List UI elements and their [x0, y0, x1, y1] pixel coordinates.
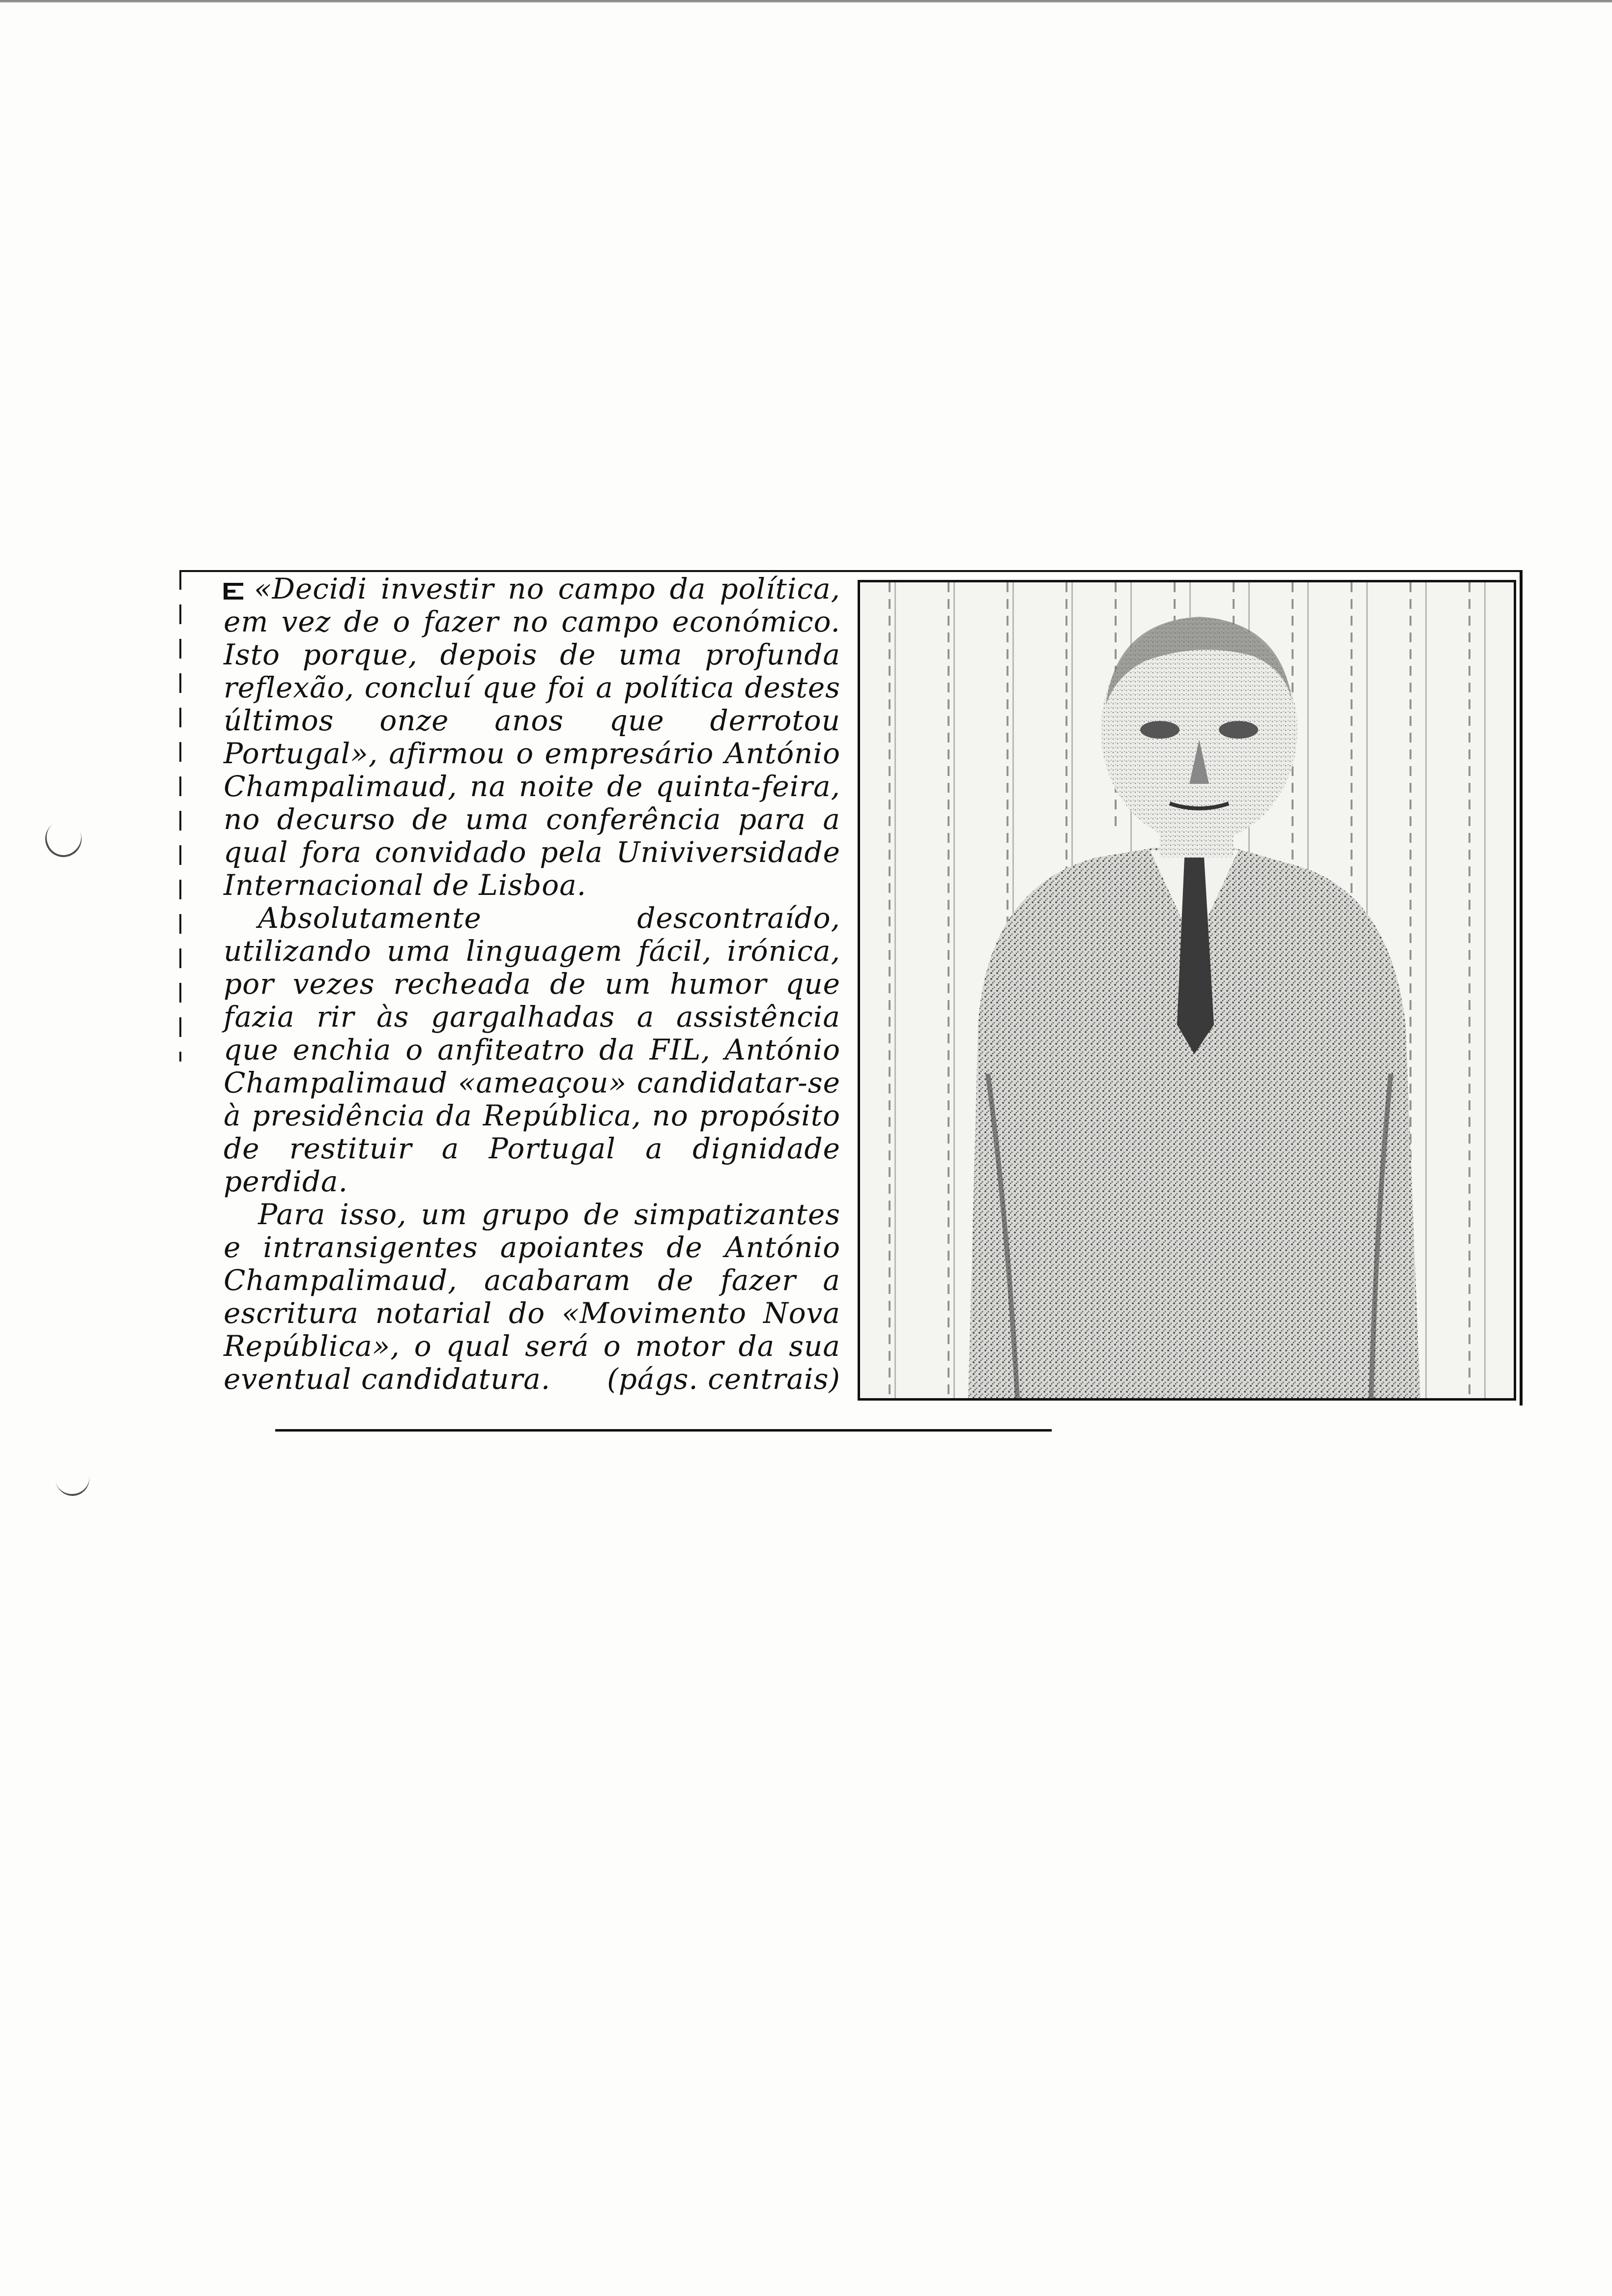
portrait-photo	[858, 580, 1516, 1401]
clipping-left-border	[179, 570, 181, 1062]
article-paragraph	[224, 573, 840, 902]
punch-hole-mark	[38, 814, 88, 863]
punch-hole-mark	[52, 1457, 92, 1498]
clipping-bottom-rule	[275, 1429, 1052, 1432]
section-marker-icon	[224, 583, 243, 600]
clipping-right-border	[1520, 570, 1523, 1406]
paragraph-text: Absolutamente descontraído, utilizando uma linguagem fácil, irónica, por vezes recheada de um humor que fazia rir às gargalhadas a assistência que enchia o anfiteatro da FIL, António Champalimaud «ameaçou» candidatar-se à presidência da República, no propósito de restituir a Portugal a dignidade perdida.	[224, 901, 840, 1198]
paragraph-text: «Decidi investir no campo da política, em vez de o fazer no campo económico. Isto porque, depois de uma profunda reflexão, concluí que foi a política destes últimos onze anos que derrotou Portugal», afirmou o empresário António Champalimaud, na noite de quinta-feira, no decurso de uma conferência para a qual fora convidado pela Univiversidade Internacional de Lisboa.	[224, 572, 840, 902]
man-portrait-image	[860, 582, 1514, 1398]
news-article	[224, 573, 840, 1396]
page-reference: (págs. centrais)	[607, 1362, 840, 1396]
paragraph-text: Para isso, um grupo de simpatizantes e intransigentes apoiantes de António Champalimaud, acabaram de fazer a escritura notarial do «Movimento Nova República», o qual será o motor da sua eventual candidatura.	[224, 1198, 840, 1396]
scan-top-edge	[0, 0, 1612, 2]
article-paragraph	[224, 902, 840, 1198]
